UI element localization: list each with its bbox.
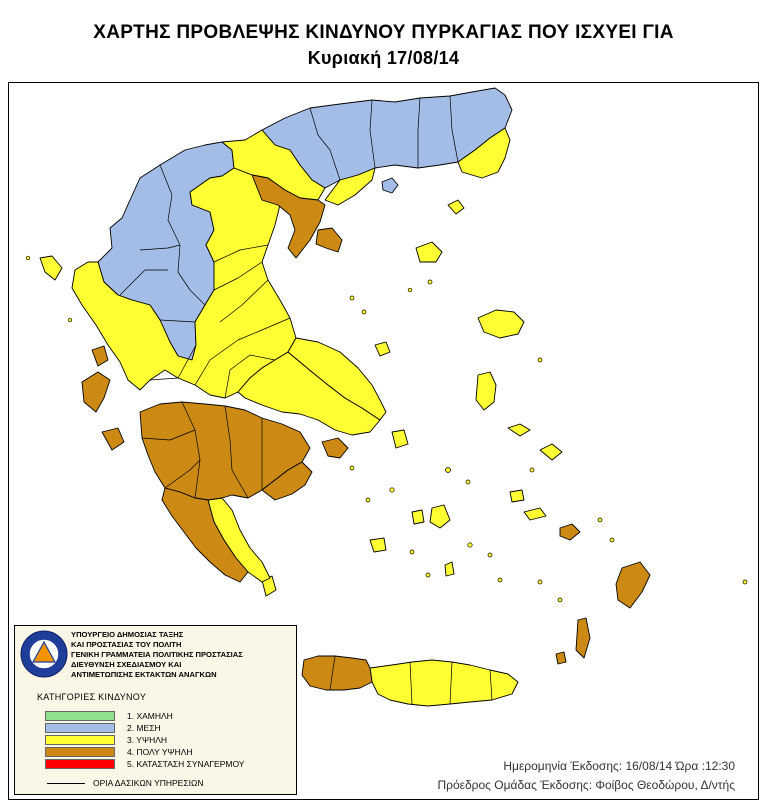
legend-item-medium [45, 723, 295, 734]
island-ikaria [508, 424, 530, 436]
region-crete-west [302, 656, 372, 690]
region-saronic-islands [322, 438, 348, 458]
island-andros [392, 430, 408, 448]
island-thasos [382, 178, 398, 193]
legend-swatch-high [45, 735, 115, 745]
legend-panel [14, 625, 297, 795]
issue-date: Ημερομηνία Έκδοσης: 16/08/14 Ώρα :12:30 [503, 759, 735, 773]
legend-swatch-low [45, 711, 115, 721]
island-naxos [430, 505, 450, 528]
organization-block [71, 630, 296, 680]
legend-item-very-high [45, 747, 295, 758]
island-limnos [416, 242, 442, 262]
island-kasos [556, 652, 566, 664]
legend-boundary-item [45, 777, 295, 789]
legend-label-very-high: 4. ΠΟΛΥ ΥΨΗΛΗ [127, 747, 193, 757]
legend-swatch-alert [45, 759, 115, 769]
island-zakynthos [102, 428, 124, 450]
boundary-line-sample [47, 783, 85, 784]
legend-swatch-medium [45, 723, 115, 733]
legend-item-low [45, 711, 295, 722]
legend-item-high [45, 735, 295, 746]
island-paros [412, 510, 424, 524]
island-milos [370, 538, 386, 552]
island-corfu [40, 256, 62, 280]
org-line: ΔΙΕΥΘΥΝΣΗ ΣΧΕΔΙΑΣΜΟΥ ΚΑΙ [71, 660, 182, 669]
island-lesvos [478, 310, 524, 338]
island-kefalonia [82, 372, 110, 412]
island-kos [524, 508, 546, 520]
org-line: ΑΝΤΙΜΕΤΩΠΙΣΗΣ ΕΚΤΑΚΤΩΝ ΑΝΑΓΚΩΝ [71, 670, 217, 679]
legend-item-alert [45, 759, 295, 770]
island-astypalaia [560, 524, 580, 540]
legend-label-low: 1. ΧΑΜΗΛΗ [127, 711, 173, 721]
org-line: ΚΑΙ ΠΡΟΣΤΑΣΙΑΣ ΤΟΥ ΠΟΛΙΤΗ [71, 640, 182, 649]
island-samothraki [448, 200, 464, 214]
map-date: Κυριακή 17/08/14 [307, 48, 460, 68]
island-rhodes [616, 562, 650, 608]
island-karpathos [576, 618, 590, 658]
legend-heading: ΚΑΤΗΓΟΡΙΕΣ ΚΙΝΔΥΝΟΥ [37, 692, 147, 702]
legend-swatch-very-high [45, 747, 115, 757]
island-skyros [375, 342, 390, 356]
region-crete-central-east [370, 660, 518, 706]
map-title: ΧΑΡΤΗΣ ΠΡΟΒΛΕΨΗΣ ΚΙΝΔΥΝΟΥ ΠΥΡΚΑΓΙΑΣ ΠΟΥ ΙΣΧΥΕΙ ΓΙΑ [93, 22, 674, 43]
island-samos [540, 444, 562, 460]
island-santorini [445, 562, 454, 576]
island-kalymnos [510, 490, 524, 502]
org-line: ΥΠΟΥΡΓΕΙΟ ΔΗΜΟΣΙΑΣ ΤΑΞΗΣ [71, 630, 184, 639]
org-line: ΓΕΝΙΚΗ ΓΡΑΜΜΑΤΕΙΑ ΠΟΛΙΤΙΚΗΣ ΠΡΟΣΤΑΣΙΑΣ [71, 650, 243, 659]
island-chios [476, 372, 496, 410]
island-lefkada [92, 346, 108, 366]
civil-protection-seal-icon [19, 629, 69, 679]
region-chalkidiki-peninsula [316, 228, 342, 252]
legend-label-medium: 2. ΜΕΣΗ [127, 723, 161, 733]
legend-label-high: 3. ΥΨΗΛΗ [127, 735, 168, 745]
legend-label-alert: 5. ΚΑΤΑΣΤΑΣΗ ΣΥΝΑΓΕΡΜΟΥ [127, 759, 245, 769]
issue-president: Πρόεδρος Ομάδας Έκδοσης: Φοίβος Θεοδώρου, Δ/ντής [437, 778, 735, 792]
boundary-label: ΟΡΙΑ ΔΑΣΙΚΩΝ ΥΠΗΡΕΣΙΩΝ [93, 778, 204, 788]
